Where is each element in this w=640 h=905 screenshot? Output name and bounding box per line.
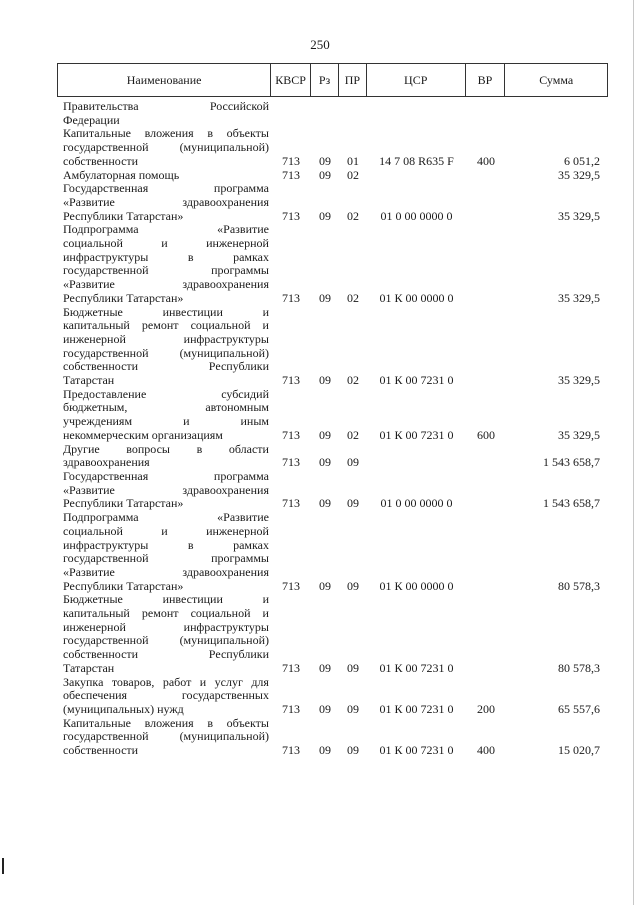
row-name-line: Подпрограмма «Развитие	[63, 222, 269, 237]
row-name-line: собственности	[63, 153, 139, 168]
row-name	[57, 470, 271, 511]
row-name-line: Республики Татарстан»	[63, 290, 184, 305]
row-name-line: государственной (муниципальной)	[63, 345, 269, 360]
row-sum: 6 051,2	[564, 153, 600, 168]
row-name-line: «Развитие здравоохранения	[63, 564, 269, 579]
row-name-line: Федерации	[63, 112, 120, 127]
row-name-line: Капитальные вложения в объекты	[63, 715, 269, 730]
table-header	[57, 63, 608, 97]
row-sum: 35 329,5	[558, 427, 600, 442]
row-name-line: Бюджетные инвестиции и	[63, 304, 269, 319]
row-kvsr: 713	[282, 743, 300, 758]
row-kvsr: 713	[282, 660, 300, 675]
row-name-line: Государственная программа	[63, 181, 269, 196]
row-name-line: бюджетным, автономным	[63, 400, 269, 415]
row-name-line: Республики Татарстан»	[63, 578, 184, 593]
row-vr: 400	[477, 153, 495, 168]
row-sum: 80 578,3	[558, 660, 600, 675]
row-csr: 01 К 00 7231 0	[379, 427, 454, 442]
row-csr: 01 К 00 7231 0	[379, 701, 454, 716]
row-name	[57, 717, 271, 758]
row-name-line: «Развитие здравоохранения	[63, 482, 269, 497]
row-name-line: социальной и инженерной	[63, 236, 269, 251]
row-kvsr: 713	[282, 496, 300, 511]
table-row	[57, 443, 608, 470]
row-name-line: Татарстан	[63, 373, 115, 388]
row-name-line: инженерной инфраструктуры	[63, 619, 269, 634]
row-vr: 600	[477, 427, 495, 442]
row-name-line: Татарстан	[63, 660, 115, 675]
table-row	[57, 169, 608, 183]
row-vr: 400	[477, 743, 495, 758]
row-sum: 35 329,5	[558, 208, 600, 223]
row-name-line: государственной (муниципальной)	[63, 633, 269, 648]
row-name-line: некоммерческим организациям	[63, 427, 223, 442]
row-name	[57, 676, 271, 717]
row-name-line: инфраструктуры в рамках	[63, 537, 269, 552]
row-rz: 09	[319, 660, 331, 675]
row-name-line: Предоставление субсидий	[63, 386, 269, 401]
row-sum: 1 543 658,7	[543, 455, 600, 470]
row-pr: 02	[347, 167, 359, 182]
row-pr: 02	[347, 290, 359, 305]
row-rz: 09	[319, 455, 331, 470]
row-sum: 15 020,7	[558, 743, 600, 758]
row-rz: 09	[319, 578, 331, 593]
table-row	[57, 223, 608, 305]
row-sum: 1 543 658,7	[543, 496, 600, 511]
row-name-line: Капитальные вложения в объекты	[63, 126, 269, 141]
row-csr: 01 К 00 7231 0	[379, 660, 454, 675]
row-name-line: (муниципальных) нужд	[63, 701, 184, 716]
table-row	[57, 100, 608, 127]
row-name	[57, 306, 271, 388]
header-kvsr: КВСР	[271, 64, 311, 96]
row-name	[57, 182, 271, 223]
row-pr: 02	[347, 208, 359, 223]
row-name-line: государственной программы	[63, 551, 269, 566]
row-kvsr: 713	[282, 373, 300, 388]
row-kvsr: 713	[282, 701, 300, 716]
row-rz: 09	[319, 373, 331, 388]
scan-edge-line	[633, 0, 634, 905]
row-pr: 09	[347, 660, 359, 675]
row-pr: 09	[347, 496, 359, 511]
row-name-line: капитальный ремонт социальной и	[63, 606, 269, 621]
row-name	[57, 127, 271, 168]
row-name-line: государственной (муниципальной)	[63, 140, 269, 155]
row-name	[57, 100, 271, 127]
row-name-line: Республики Татарстан»	[63, 496, 184, 511]
row-pr: 09	[347, 743, 359, 758]
row-name-line: Правительства Российской	[63, 99, 269, 113]
row-pr: 09	[347, 455, 359, 470]
table-row	[57, 182, 608, 223]
row-vr: 200	[477, 701, 495, 716]
header-vr: ВР	[466, 64, 506, 96]
row-csr: 14 7 08 R635 F	[379, 153, 454, 168]
row-csr: 01 К 00 7231 0	[379, 743, 454, 758]
row-name	[57, 169, 271, 183]
row-name	[57, 511, 271, 593]
row-csr: 01 К 00 0000 0	[379, 290, 454, 305]
row-name-line: учреждениям и иным	[63, 414, 269, 429]
row-sum: 35 329,5	[558, 290, 600, 305]
row-rz: 09	[319, 153, 331, 168]
row-kvsr: 713	[282, 167, 300, 182]
row-name	[57, 443, 271, 470]
header-rz: Рз	[311, 64, 339, 96]
row-sum: 35 329,5	[558, 373, 600, 388]
row-sum: 35 329,5	[558, 167, 600, 182]
row-csr: 01 0 00 0000 0	[380, 496, 453, 511]
row-csr: 01 К 00 7231 0	[379, 373, 454, 388]
row-name-line: Закупка товаров, работ и услуг для	[63, 674, 269, 689]
table-row	[57, 127, 608, 168]
row-name	[57, 593, 271, 675]
row-name-line: здравоохранения	[63, 455, 150, 470]
row-name-line: Другие вопросы в области	[63, 441, 269, 456]
row-name-line: государственной (муниципальной)	[63, 729, 269, 744]
row-sum: 80 578,3	[558, 578, 600, 593]
row-name-line: государственной программы	[63, 263, 269, 278]
row-rz: 09	[319, 208, 331, 223]
row-kvsr: 713	[282, 427, 300, 442]
table-row	[57, 593, 608, 675]
row-rz: 09	[319, 701, 331, 716]
row-name-line: Бюджетные инвестиции и	[63, 592, 269, 607]
table-row	[57, 717, 608, 758]
row-name-line: инфраструктуры в рамках	[63, 249, 269, 264]
row-name-line: собственности	[63, 743, 139, 758]
row-kvsr: 713	[282, 208, 300, 223]
row-name-line: Амбулаторная помощь	[63, 167, 180, 182]
row-pr: 02	[347, 427, 359, 442]
row-sum: 65 557,6	[558, 701, 600, 716]
header-pr: ПР	[339, 64, 367, 96]
header-csr: ЦСР	[367, 64, 466, 96]
row-name-line: обеспечения государственных	[63, 688, 269, 703]
row-name-line: социальной и инженерной	[63, 523, 269, 538]
row-pr: 01	[347, 153, 359, 168]
table-row	[57, 470, 608, 511]
row-kvsr: 713	[282, 455, 300, 470]
header-sum: Сумма	[539, 72, 574, 87]
row-name-line: Республики Татарстан»	[63, 208, 184, 223]
row-csr: 01 К 00 0000 0	[379, 578, 454, 593]
row-rz: 09	[319, 427, 331, 442]
table-row	[57, 306, 608, 388]
row-pr: 09	[347, 701, 359, 716]
scan-margin-mark	[2, 858, 4, 874]
row-rz: 09	[319, 167, 331, 182]
row-rz: 09	[319, 496, 331, 511]
row-name	[57, 223, 271, 305]
row-name-line: «Развитие здравоохранения	[63, 277, 269, 292]
row-name-line: инженерной инфраструктуры	[63, 331, 269, 346]
row-csr: 01 0 00 0000 0	[380, 208, 453, 223]
header-name: Наименование	[58, 64, 271, 96]
table-body	[57, 100, 608, 758]
row-rz: 09	[319, 743, 331, 758]
row-name-line: Подпрограмма «Развитие	[63, 510, 269, 525]
table-row	[57, 388, 608, 443]
row-kvsr: 713	[282, 290, 300, 305]
row-pr: 09	[347, 578, 359, 593]
table-row	[57, 676, 608, 717]
row-kvsr: 713	[282, 153, 300, 168]
row-name-line: капитальный ремонт социальной и	[63, 318, 269, 333]
row-rz: 09	[319, 290, 331, 305]
row-pr: 02	[347, 373, 359, 388]
row-name	[57, 388, 271, 443]
row-kvsr: 713	[282, 578, 300, 593]
row-name-line: «Развитие здравоохранения	[63, 194, 269, 209]
row-name-line: собственности Республики	[63, 647, 269, 662]
page-number: 250	[310, 37, 330, 52]
row-name-line: собственности Республики	[63, 359, 269, 374]
table-row	[57, 511, 608, 593]
row-name-line: Государственная программа	[63, 468, 269, 483]
